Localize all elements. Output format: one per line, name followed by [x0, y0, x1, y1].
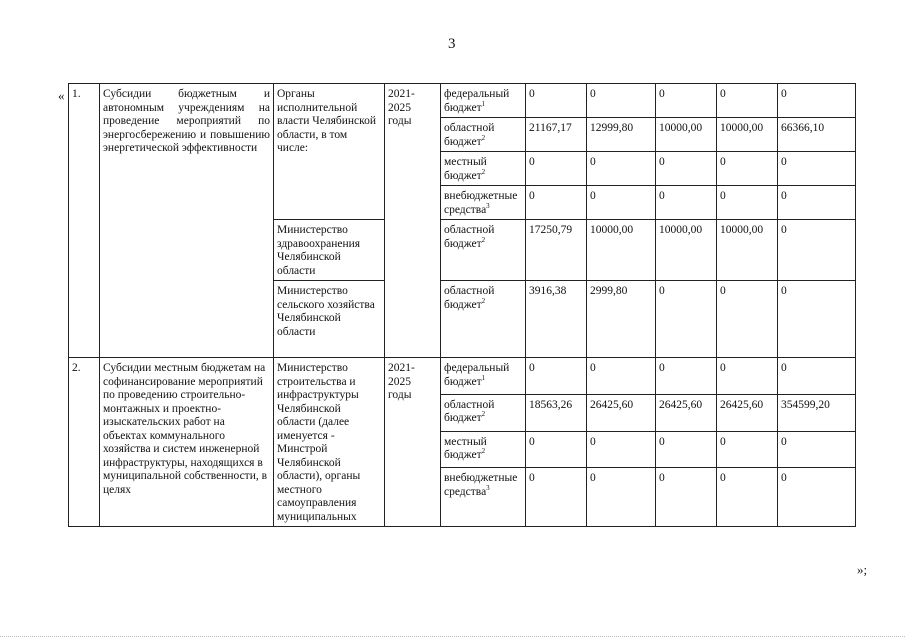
funding-source: федеральный бюджет$^1$ — [441, 84, 526, 118]
value-cell: 10000,00 — [656, 118, 717, 152]
funding-source: внебюджетные средства$^3$ — [441, 468, 526, 527]
value-cell: 0 — [778, 84, 856, 118]
closing-quote: »; — [857, 562, 868, 577]
value-cell: 0 — [717, 431, 778, 468]
value-cell: 0 — [717, 152, 778, 186]
value-cell: 10000,00 — [717, 118, 778, 152]
value-cell: 2999,80 — [587, 281, 656, 358]
value-cell: 26425,60 — [717, 394, 778, 431]
value-cell: 3916,38 — [526, 281, 587, 358]
value-cell: 0 — [778, 220, 856, 281]
value-cell: 10000,00 — [587, 220, 656, 281]
funding-source: внебюджетные средства$^3$ — [441, 186, 526, 220]
executor-cell: Министерство строительства и инфраструктуры Челябинской области (далее именуется - Минстрой Челябинской области), органы местного самоуправления муниципальных — [274, 358, 385, 527]
value-cell: 0 — [717, 468, 778, 527]
value-cell: 0 — [526, 358, 587, 395]
value-cell: 66366,10 — [778, 118, 856, 152]
funding-source: областной бюджет$^2$ — [441, 118, 526, 152]
value-cell: 0 — [778, 152, 856, 186]
value-cell: 0 — [778, 358, 856, 395]
value-cell: 0 — [526, 84, 587, 118]
value-cell: 10000,00 — [717, 220, 778, 281]
value-cell: 0 — [778, 281, 856, 358]
value-cell: 354599,20 — [778, 394, 856, 431]
executor-cell: Органы исполнительной власти Челябинской области, в том числе: — [274, 84, 385, 220]
value-cell: 0 — [526, 468, 587, 527]
value-cell: 0 — [656, 358, 717, 395]
value-cell: 26425,60 — [656, 394, 717, 431]
value-cell: 0 — [717, 186, 778, 220]
value-cell: 10000,00 — [656, 220, 717, 281]
value-cell: 0 — [717, 281, 778, 358]
funding-source: областной бюджет$^2$ — [441, 394, 526, 431]
funding-source: федеральный бюджет$^1$ — [441, 358, 526, 395]
table-row — [69, 358, 856, 395]
value-cell: 0 — [717, 358, 778, 395]
value-cell: 0 — [526, 152, 587, 186]
value-cell: 0 — [656, 468, 717, 527]
funding-source: местный бюджет$^2$ — [441, 152, 526, 186]
value-cell: 0 — [587, 468, 656, 527]
value-cell: 0 — [778, 431, 856, 468]
value-cell: 17250,79 — [526, 220, 587, 281]
value-cell: 0 — [526, 186, 587, 220]
value-cell: 0 — [656, 84, 717, 118]
value-cell: 0 — [587, 431, 656, 468]
funding-source: областной бюджет$^2$ — [441, 281, 526, 358]
value-cell: 0 — [526, 431, 587, 468]
period-cell: 2021-2025 годы — [385, 358, 441, 527]
executor-cell: Министерство здравоохранения Челябинской области — [274, 220, 385, 281]
row-number: 2. — [69, 358, 100, 527]
scan-artifact-line — [0, 636, 905, 638]
value-cell: 0 — [656, 152, 717, 186]
value-cell: 0 — [587, 186, 656, 220]
budget-table — [68, 83, 856, 527]
funding-source: местный бюджет$^2$ — [441, 431, 526, 468]
page-number: 3 — [448, 36, 456, 52]
value-cell: 0 — [656, 186, 717, 220]
value-cell: 26425,60 — [587, 394, 656, 431]
value-cell: 21167,17 — [526, 118, 587, 152]
measure-description: Субсидии местным бюджетам на софинансирование мероприятий по проведению строительно-монтажных и проектно-изыскательских работ на объектах коммунального хозяйства и систем инженерной инфраструктуры, находящихся в муниципальной собственности, в целях — [100, 358, 274, 527]
value-cell: 12999,80 — [587, 118, 656, 152]
value-cell: 0 — [656, 281, 717, 358]
value-cell: 18563,26 — [526, 394, 587, 431]
period-cell: 2021-2025 годы — [385, 84, 441, 358]
value-cell: 0 — [778, 468, 856, 527]
value-cell: 0 — [587, 358, 656, 395]
value-cell: 0 — [587, 152, 656, 186]
executor-cell: Министерство сельского хозяйства Челябинской области — [274, 281, 385, 358]
opening-quote: « — [58, 88, 65, 103]
value-cell: 0 — [778, 186, 856, 220]
funding-source: областной бюджет$^2$ — [441, 220, 526, 281]
value-cell: 0 — [656, 431, 717, 468]
row-number: 1. — [69, 84, 100, 358]
value-cell: 0 — [587, 84, 656, 118]
table-row — [69, 84, 856, 118]
value-cell: 0 — [717, 84, 778, 118]
measure-description: Субсидии бюджетным и автономным учреждениям на проведение мероприятий по энергосбережению и повышению энергетической эффективности — [100, 84, 274, 358]
